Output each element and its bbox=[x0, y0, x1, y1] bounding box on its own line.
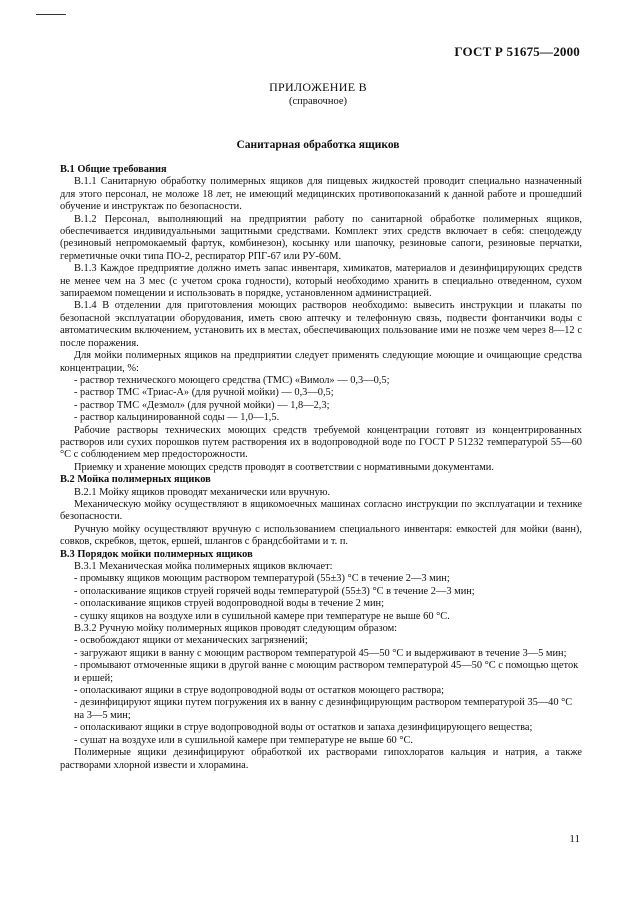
list-item: - раствор ТМС «Дезмол» (для ручной мойки) — 1,8—2,3; bbox=[74, 399, 330, 411]
paragraph-storage: Приемку и хранение моющих средств проводят в соответствии с нормативными документами. bbox=[74, 461, 494, 473]
paragraph-disinfection: Полимерные ящики дезинфицируют обработкой их растворами гипохлоратов кальция и натрия, а также растворами хлорной извести и хлорамина. bbox=[60, 747, 582, 771]
list-item: - сушку ящиков на воздухе или в сушильной камере при температуре не выше 60 °С. bbox=[74, 610, 450, 622]
list-item: - ополаскивают ящики в струе водопроводной воды от остатков и запаха дезинфицирующего вещества; bbox=[74, 722, 533, 734]
section-title: Санитарная обработка ящиков bbox=[236, 139, 400, 151]
paragraph-b3-1: В.3.1 Механическая мойка полимерных ящиков включает: bbox=[74, 561, 333, 572]
document-code: ГОСТ Р 51675—2000 bbox=[454, 44, 580, 59]
paragraph-detergents-intro: Для мойки полимерных ящиков на предприятии следует применять следующие моющие и очищающие средства концентрации, %: bbox=[60, 350, 582, 374]
paragraph-solutions: Рабочие растворы технических моющих средств требуемой концентрации готовят из концентрированных растворов или сухих порошков путем растворения их в водопроводной воде по ГОСТ Р 51232 температурой 55—60 °С с соблюдением мер предосторожности. bbox=[60, 424, 582, 461]
heading-b2: В.2 Мойка полимерных ящиков bbox=[60, 474, 211, 486]
paragraph-b2-1: В.2.1 Мойку ящиков проводят механически или вручную. bbox=[74, 486, 331, 498]
list-item: - раствор ТМС «Триас-А» (для ручной мойки) — 0,3—0,5; bbox=[74, 387, 334, 399]
appendix-subtitle: (справочное) bbox=[289, 96, 347, 107]
list-item: - промывку ящиков моющим раствором температурой (55±3) °С в течение 2—3 мин; bbox=[74, 573, 450, 585]
heading-b3: В.3 Порядок мойки полимерных ящиков bbox=[60, 548, 253, 560]
list-item: - раствор кальцинированной соды — 1,0—1,5. bbox=[74, 412, 280, 424]
appendix-title: ПРИЛОЖЕНИЕ В bbox=[269, 80, 367, 94]
paragraph-b3-2: В.3.2 Ручную мойку полимерных ящиков проводят следующим образом: bbox=[74, 623, 398, 635]
heading-b1: В.1 Общие требования bbox=[60, 164, 167, 175]
list-item: - дезинфицируют ящики путем погружения их в ванну с дезинфицирующим раствором температурой 35—40 °С на 3—5 мин; bbox=[74, 697, 573, 721]
paragraph-manual: Ручную мойку осуществляют вручную с использованием специального инвентаря: емкостей для мойки (ванн), совков, скребков, щеток, ершей, шлангов с брандсбойтами и т. п. bbox=[60, 523, 582, 548]
list-item: - ополаскивают ящики в струе водопроводной воды от остатков моющего раствора; bbox=[74, 685, 445, 697]
list-item: - загружают ящики в ванну с моющим раствором температурой 45—50 °С и выдерживают в течение 3—5 мин; bbox=[74, 647, 567, 659]
document-body bbox=[60, 164, 582, 772]
top-rule bbox=[36, 14, 66, 15]
list-item: - ополаскивание ящиков струей горячей воды температурой (55±3) °С в течение 2—3 мин; bbox=[74, 585, 475, 597]
list-item: - сушат на воздухе или в сушильной камере при температуре не выше 60 °С. bbox=[74, 734, 414, 746]
paragraph-mechanical: Механическую мойку осуществляют в ящикомоечных машинах согласно инструкции по эксплуатации и технике безопасности. bbox=[60, 498, 582, 523]
list-item: - промывают отмоченные ящики в другой ванне с моющим раствором температурой 45—50 °С с помощью щеток и ершей; bbox=[74, 660, 579, 684]
paragraph-b1-3: В.1.3 Каждое предприятие должно иметь запас инвентаря, химикатов, материалов и дезинфицирующих средств не менее чем на 3 мес (с учетом срока годности), который необходимо хранить в специально отведенном, сухом запираемом помещении и использовать в порядке, установленном администрацией. bbox=[60, 263, 582, 300]
paragraph-b1-1: В.1.1 Санитарную обработку полимерных ящиков для пищевых жидкостей проводит специально назначенный для этого персонал, не моложе 18 лет, не имеющий медицинских противопоказаний к данной работе и прошедший обучение и инструктаж по безопасности. bbox=[60, 176, 582, 213]
paragraph-b1-2: В.1.2 Персонал, выполняющий на предприятии работу по санитарной обработке полимерных ящиков, обеспечивается индивидуальными защитными средствами. Комплект этих средств включает в себя: спецодежду (резиновый непромокаемый фартук, комбинезон), косынку или шапочку, резиновые сапоги, резиновые перчатки, герметичные очки типа ПО-2, респиратор РПГ-67 или РУ-60М. bbox=[60, 213, 582, 262]
list-item: - освобождают ящики от механических загрязнений; bbox=[74, 635, 308, 647]
paragraph-b1-4: В.1.4 В отделении для приготовления моющих растворов необходимо: вывесить инструкции и плакаты по безопасной эксплуатации оборудования, иметь свою аптечку и телефонную связь, подвести фонтанчики воды с автоматическим включением, установить их в местах, обеспечивающих пользование ими не позже чем через 8—12 с после поражения. bbox=[60, 300, 582, 349]
page-number: 11 bbox=[569, 833, 580, 845]
list-item: - ополаскивание ящиков струей водопроводной воды в течение 2 мин; bbox=[74, 598, 384, 610]
list-item: - раствор технического моющего средства (ТМС) «Вимол» — 0,3—0,5; bbox=[74, 374, 390, 386]
